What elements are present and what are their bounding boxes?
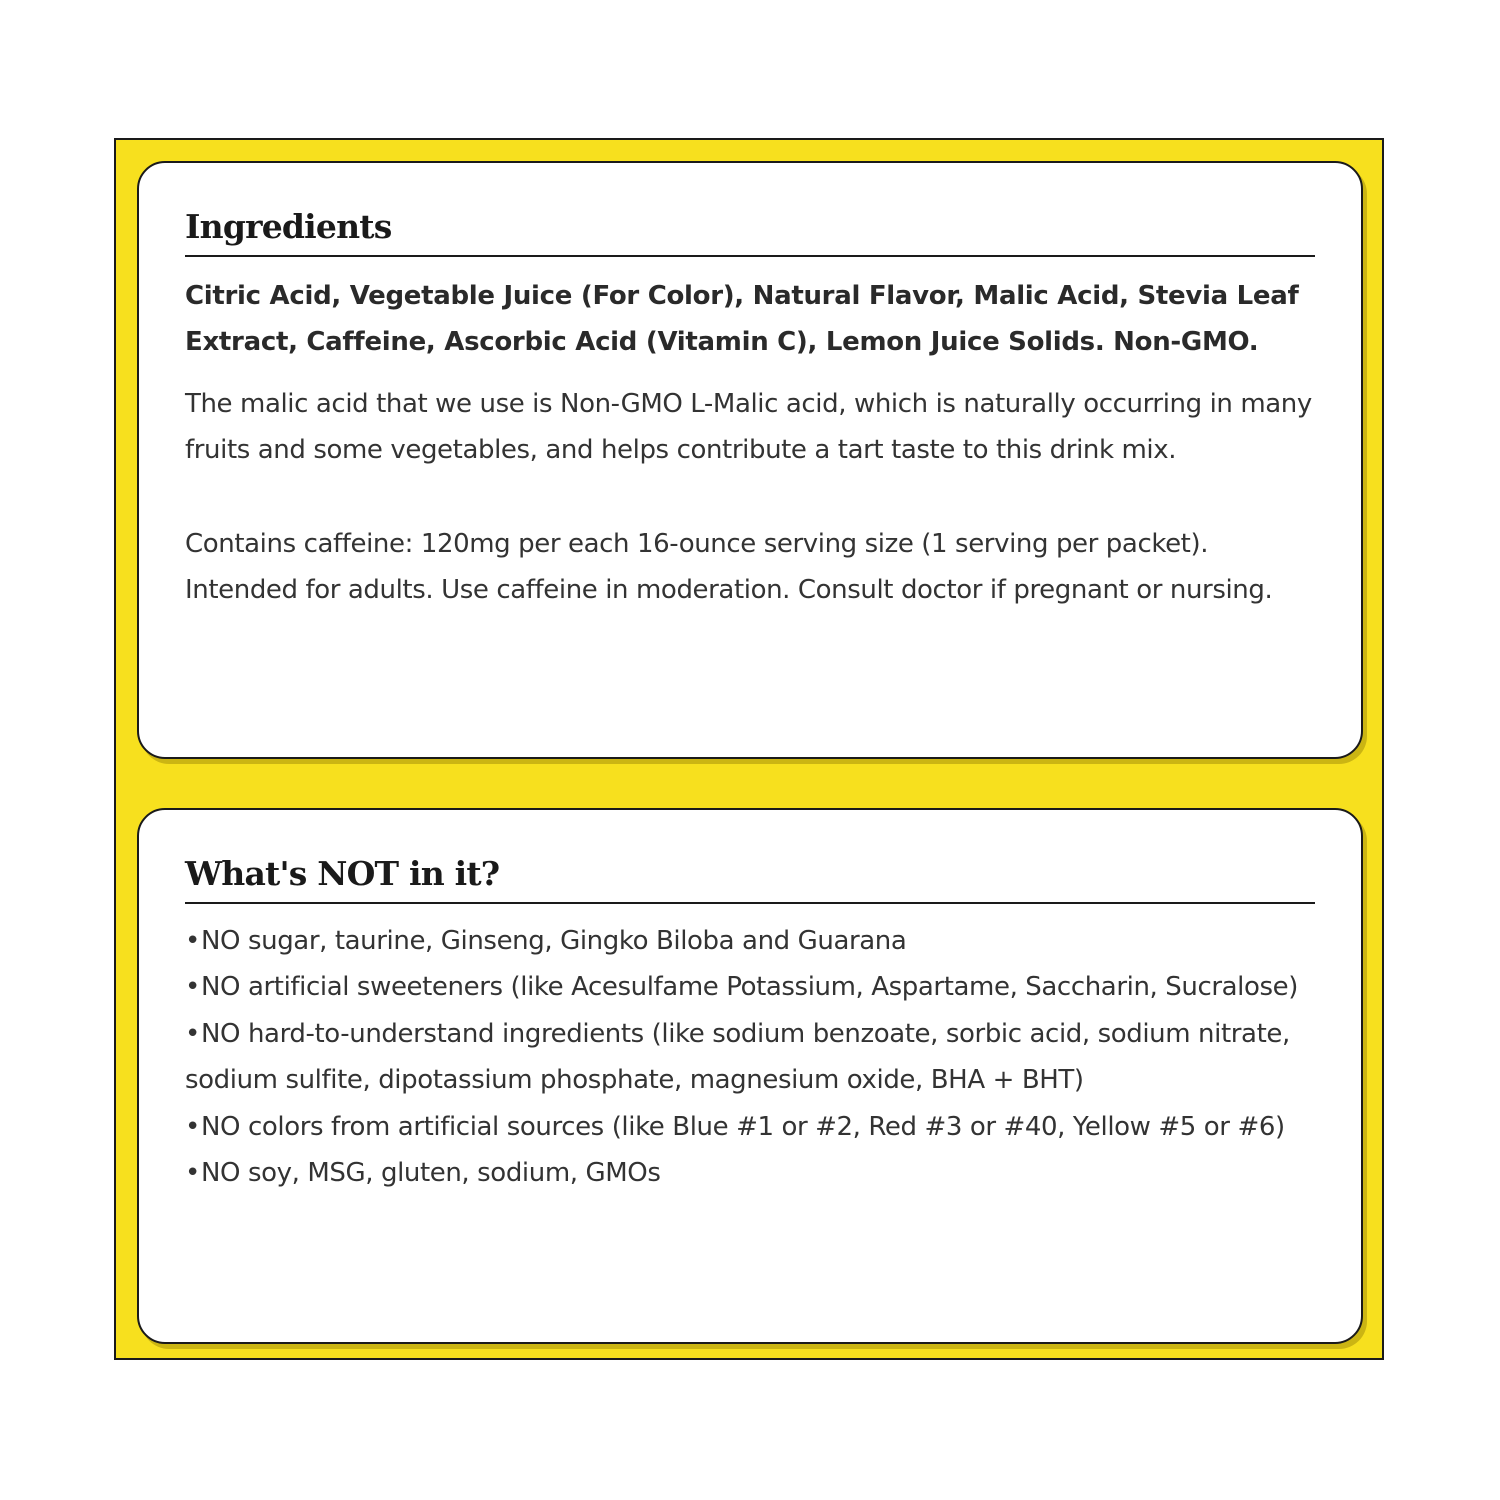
- bullet: •: [185, 1018, 200, 1049]
- bullet: •: [185, 1158, 200, 1189]
- caffeine-note: Contains caffeine: 120mg per each 16-ounce serving size (1 serving per packet). Intended for adults. Use caffeine in moderation. Consult doctor if pregnant or nursing.: [185, 528, 1273, 606]
- list-item: [185, 1150, 1315, 1197]
- list-item: [185, 964, 1315, 1011]
- yellow-frame: [114, 138, 1384, 1360]
- ingredients-title: Ingredients: [185, 207, 1315, 257]
- ingredients-card: [137, 161, 1363, 759]
- bullet: •: [185, 1111, 200, 1142]
- list-item-text: NO artificial sweeteners (like Acesulfame Potassium, Aspartame, Saccharin, Sucralose): [201, 972, 1298, 1003]
- not-in-it-card: [137, 808, 1363, 1344]
- list-item-text: NO colors from artificial sources (like Blue #1 or #2, Red #3 or #40, Yellow #5 or #6): [201, 1111, 1285, 1142]
- not-in-it-title: What's NOT in it?: [185, 854, 1315, 904]
- malic-acid-note: The malic acid that we use is Non-GMO L-Malic acid, which is naturally occurring in many fruits and some vegetables, and helps contribute a tart taste to this drink mix.: [185, 388, 1312, 466]
- bullet: •: [185, 925, 200, 956]
- not-in-it-list: [185, 918, 1315, 1197]
- list-item-text: NO hard-to-understand ingredients (like sodium benzoate, sorbic acid, sodium nitrate, sodium sulfite, dipotassium phosphate, magnesium oxide, BHA + BHT): [185, 1018, 1290, 1096]
- bullet: •: [185, 972, 200, 1003]
- list-item: [185, 1011, 1315, 1104]
- list-item: [185, 918, 1315, 965]
- list-item-text: NO soy, MSG, gluten, sodium, GMOs: [201, 1158, 661, 1189]
- ingredients-list: Citric Acid, Vegetable Juice (For Color), Natural Flavor, Malic Acid, Stevia Leaf Extract, Caffeine, Ascorbic Acid (Vitamin C), Lemon Juice Solids. Non-GMO.: [185, 280, 1299, 357]
- list-item-text: NO sugar, taurine, Ginseng, Gingko Biloba and Guarana: [201, 925, 907, 956]
- list-item: [185, 1104, 1315, 1151]
